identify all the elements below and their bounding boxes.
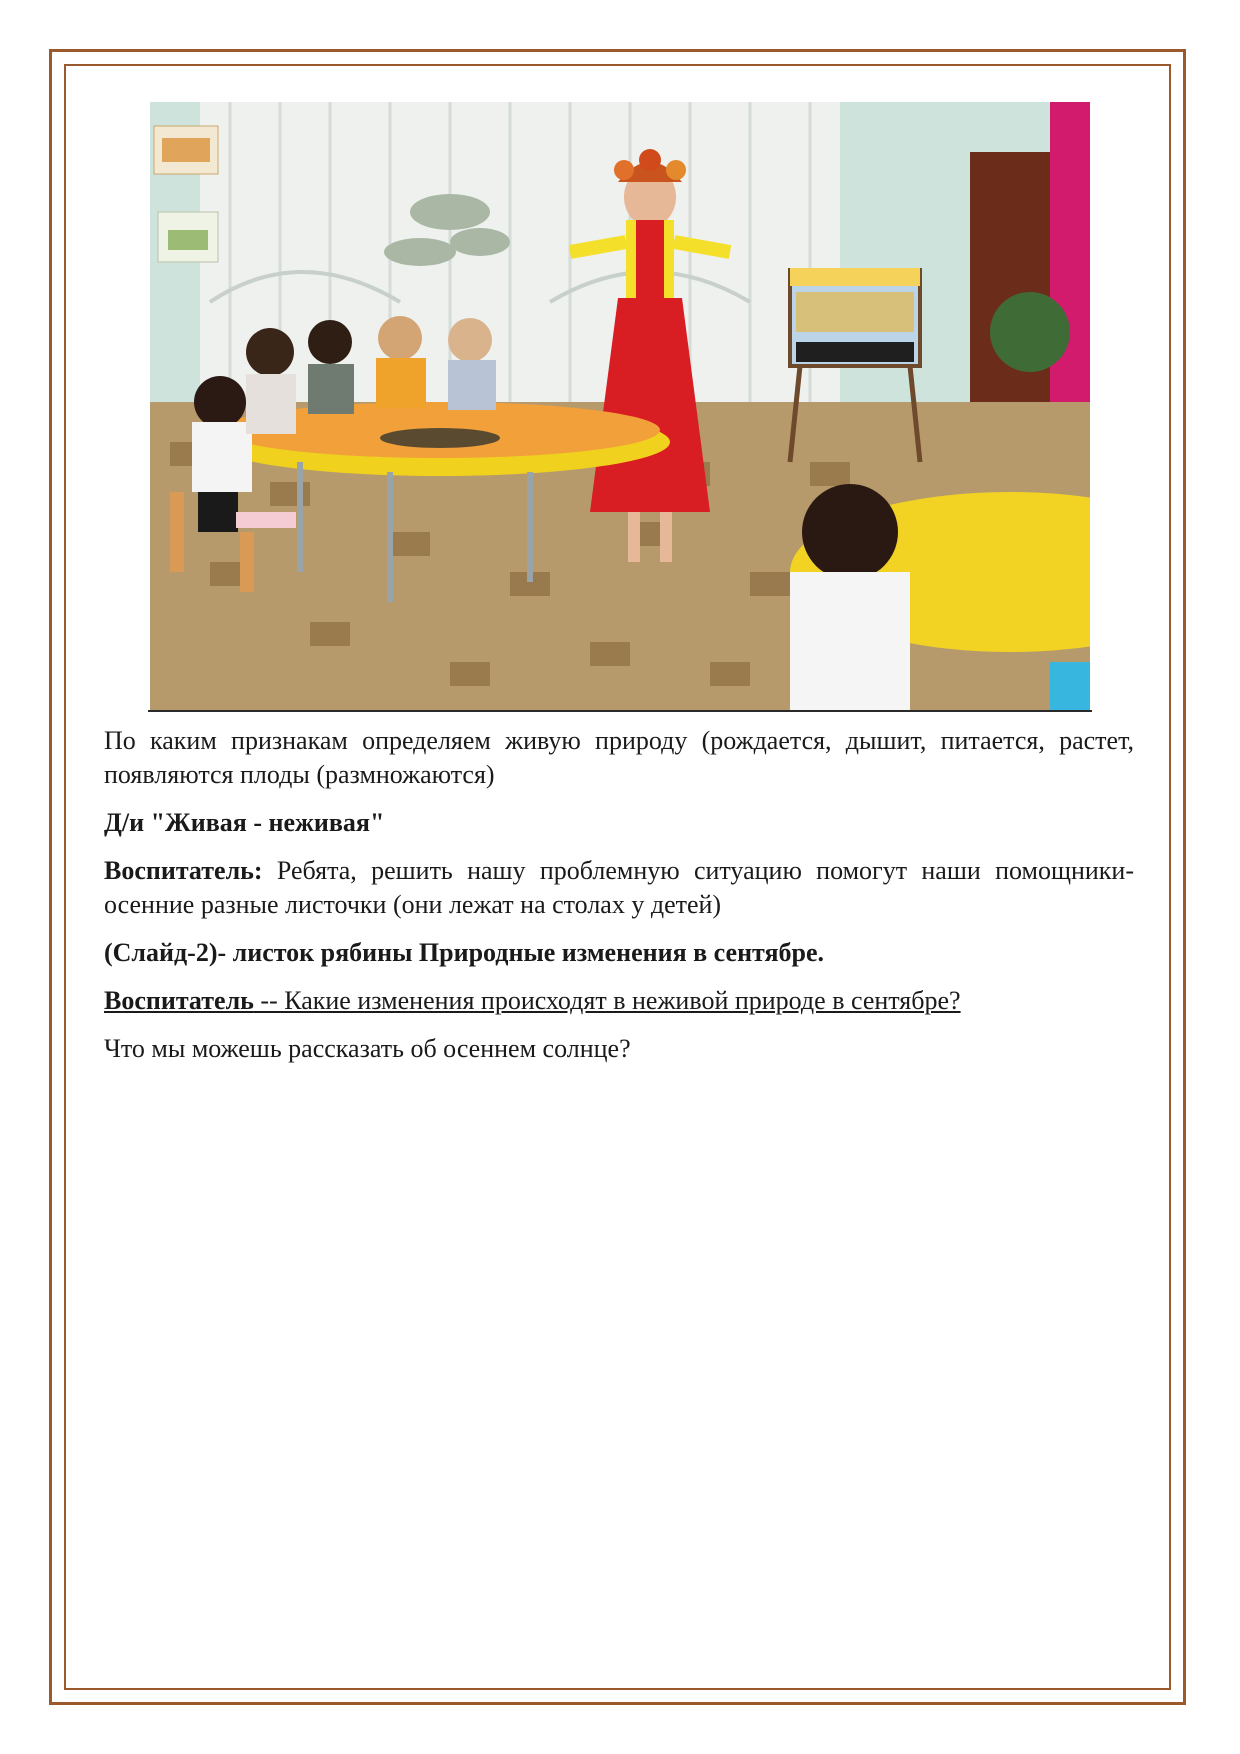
classroom-photo-illustration — [150, 102, 1090, 710]
classroom-photo — [150, 102, 1090, 710]
document-body — [104, 724, 1134, 1080]
speaker-label: Воспитатель: — [104, 856, 263, 885]
paragraph-question-sun: Что мы можешь рассказать об осеннем солнце? — [104, 1034, 631, 1063]
speaker-label: Воспитатель — [104, 986, 254, 1015]
photo-underline — [148, 710, 1092, 712]
game-title: Д/и "Живая - неживая" — [104, 808, 385, 837]
paragraph-living-nature: По каким признакам определяем живую природу (рождается, дышит, питается, растет, появляются плоды (размножаются) — [104, 726, 1134, 789]
paragraph-teacher-2 — [104, 984, 1134, 1018]
speaker-text: -- Какие изменения происходят в неживой природе в сентябре? — [253, 986, 961, 1015]
speaker-text: Ребята, решить нашу проблемную ситуацию помогут наши помощники- осенние разные листочки (они лежат на столах у детей) — [104, 856, 1134, 919]
slide-heading: (Слайд-2)- листок рябины Природные изменения в сентябре. — [104, 938, 825, 967]
paragraph-teacher-1 — [104, 854, 1134, 922]
